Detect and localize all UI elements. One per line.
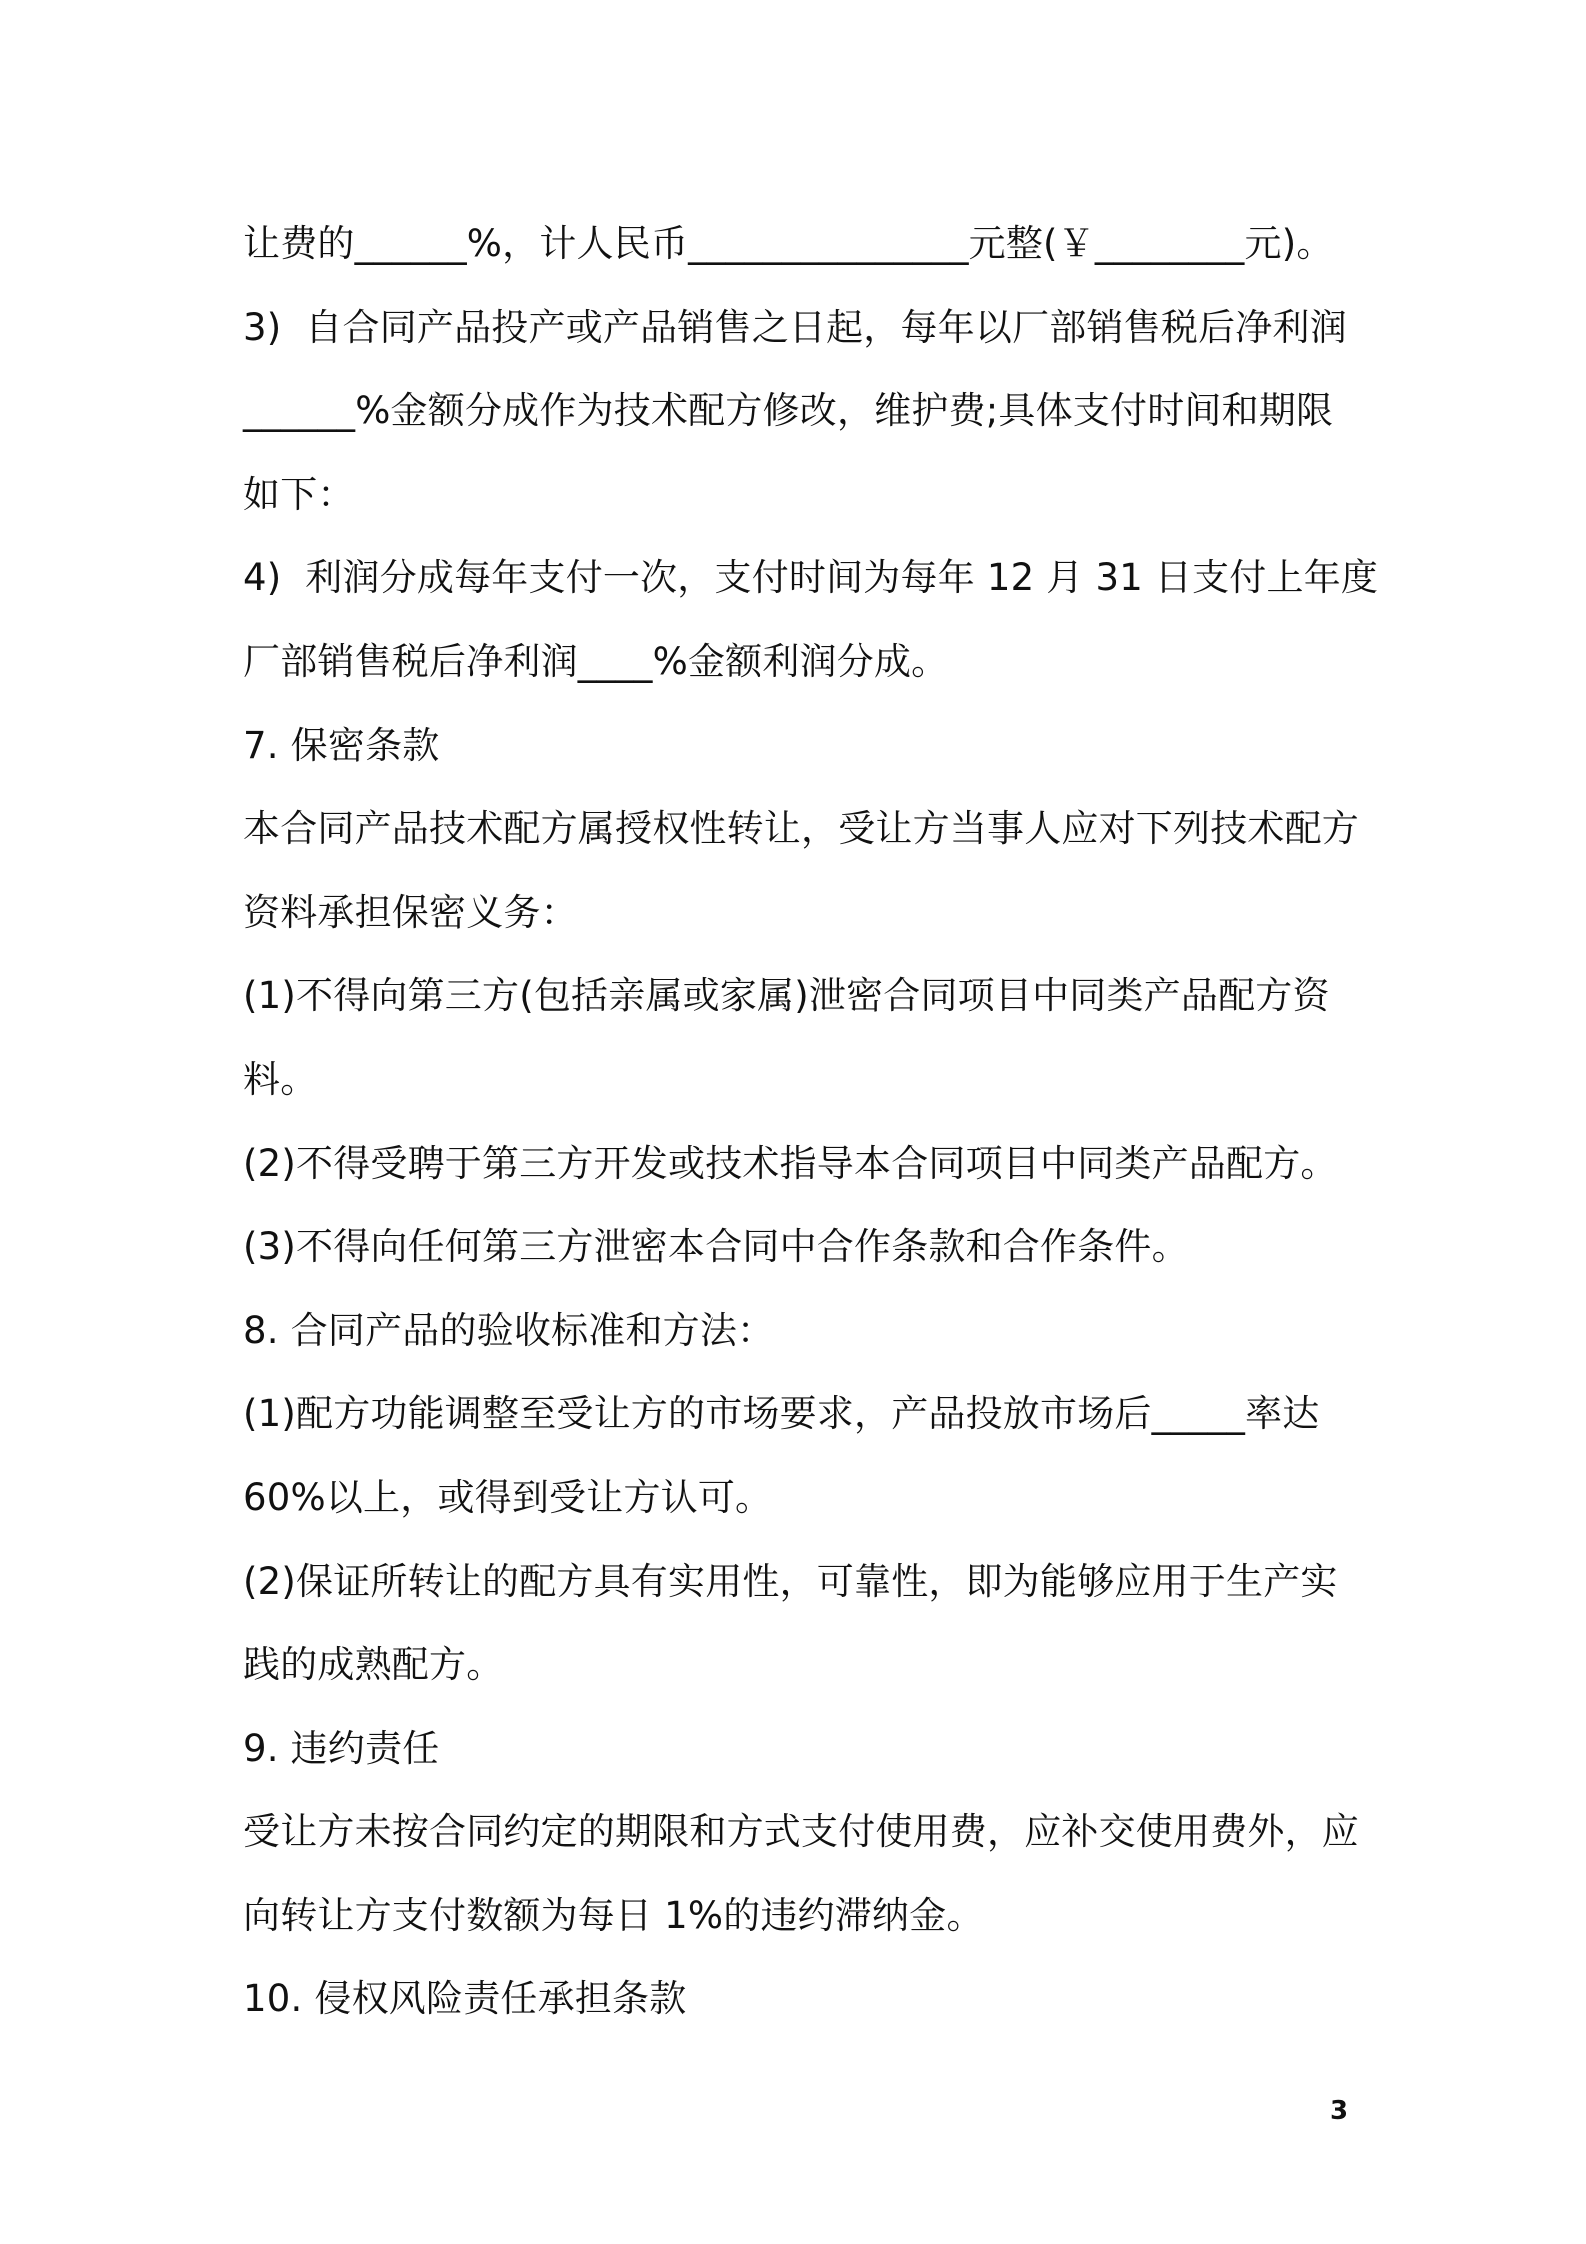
text-line: 向转让方支付数额为每日 1%的违约滞纳金。 <box>243 1893 984 1937</box>
text-line: 3) 自合同产品投产或产品销售之日起，每年以厂部销售税后净利润 <box>243 305 1347 349</box>
list-item: (1)不得向第三方(包括亲属或家属)泄密合同项目中同类产品配方资 <box>243 974 1330 1018</box>
text-line: 资料承担保密义务： <box>243 890 578 934</box>
list-item: (2)不得受聘于第三方开发或技术指导本合同项目中同类产品配方。 <box>243 1141 1338 1185</box>
section-heading: 7. 保密条款 <box>243 723 440 767</box>
list-item: (3)不得向任何第三方泄密本合同中合作条款和合作条件。 <box>243 1225 1189 1269</box>
section-heading: 8. 合同产品的验收标准和方法： <box>243 1308 775 1352</box>
list-item: (1)配方功能调整至受让方的市场要求，产品投放市场后_____率达 <box>243 1392 1320 1436</box>
text-line: 如下： <box>243 472 355 516</box>
text-line: 料。 <box>243 1057 318 1101</box>
text-line: 让费的______%，计人民币_______________元整(￥________元)。 <box>243 222 1334 265</box>
list-item: (2)保证所转让的配方具有实用性，可靠性，即为能够应用于生产实 <box>243 1559 1338 1603</box>
text-line: ______%金额分成作为技术配方修改，维护费;具体支付时间和期限 <box>243 389 1334 433</box>
text-line: 4) 利润分成每年支付一次，支付时间为每年 12 月 31 日支付上年度 <box>243 556 1379 600</box>
document-body <box>243 202 1379 2041</box>
text-line: 厂部销售税后净利润____%金额利润分成。 <box>243 639 949 683</box>
text-line: 本合同产品技术配方属授权性转让，受让方当事人应对下列技术配方 <box>243 807 1359 851</box>
page-number: 3 <box>1330 2096 1349 2126</box>
section-heading: 10. 侵权风险责任承担条款 <box>243 1977 687 2021</box>
text-line: 60%以上，或得到受让方认可。 <box>243 1475 773 1519</box>
section-heading: 9. 违约责任 <box>243 1726 440 1770</box>
text-line: 践的成熟配方。 <box>243 1643 504 1687</box>
text-line: 受让方未按合同约定的期限和方式支付使用费，应补交使用费外，应 <box>243 1810 1359 1854</box>
